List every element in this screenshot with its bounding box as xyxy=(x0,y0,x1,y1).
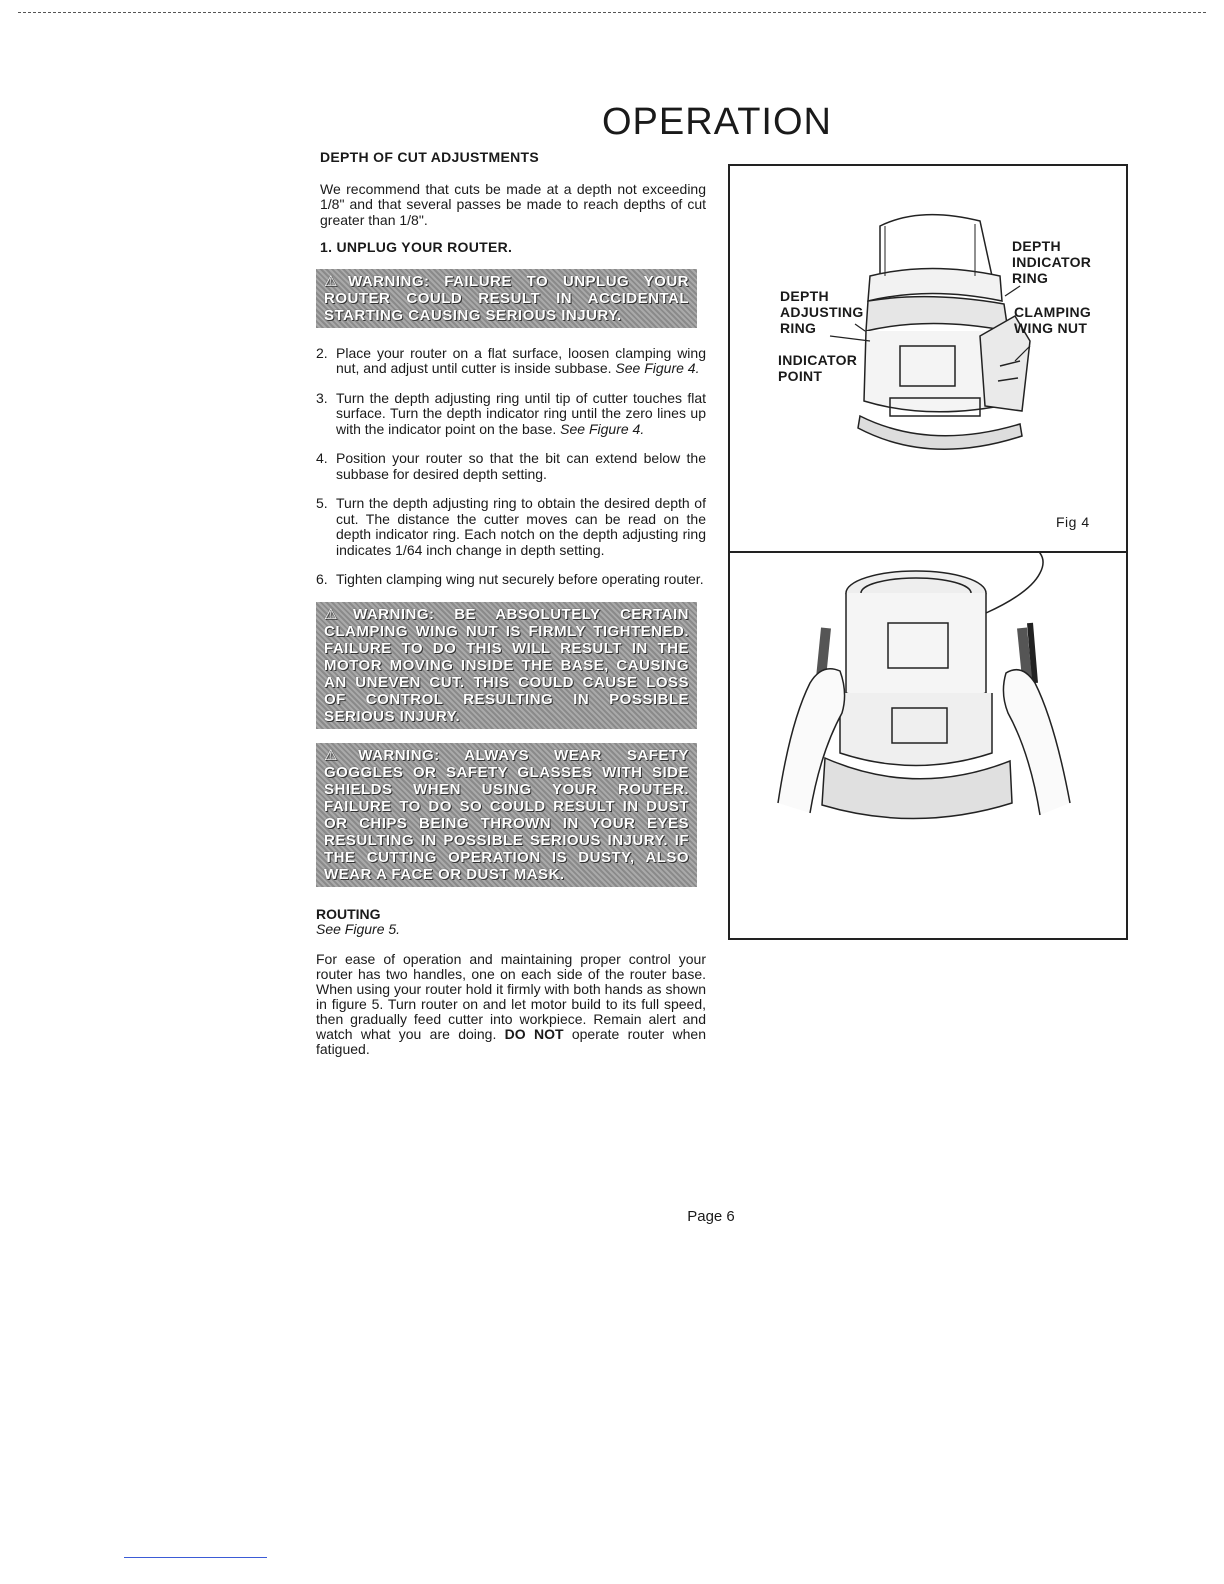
scan-edge-bottom xyxy=(124,1557,267,1558)
page-number: Page 6 xyxy=(687,1208,735,1225)
routing-body-emphasis: DO NOT xyxy=(504,1025,564,1042)
page-title: OPERATION xyxy=(602,101,832,143)
label-depth-indicator-ring: DEPTH INDICATOR RING xyxy=(1012,238,1092,286)
depth-section-heading: DEPTH OF CUT ADJUSTMENTS xyxy=(320,149,540,165)
step-4 xyxy=(316,451,706,482)
figure-4-caption: Fig 4 xyxy=(1056,514,1090,530)
step-text: Position your router so that the bit can extend below the subbase for desired depth setting. xyxy=(336,450,706,482)
step-1-unplug: 1. UNPLUG YOUR ROUTER. xyxy=(320,239,513,255)
step-text xyxy=(336,346,706,377)
step-2 xyxy=(316,346,706,377)
step-3 xyxy=(316,391,706,438)
warning-unplug: ⚠WARNING: FAILURE TO UNPLUG YOUR ROUTER COULD RESULT IN ACCIDENTAL STARTING CAUSING SERIOUS INJURY. xyxy=(316,269,697,328)
step-6 xyxy=(316,572,706,588)
step-number: 6. xyxy=(316,571,328,587)
left-column xyxy=(316,150,706,1057)
figure-frame xyxy=(728,164,1128,940)
step-text: Turn the depth adjusting ring to obtain the desired depth of cut. The distance the cutter moves can be read on the depth indicator ring. Each notch on the depth adjusting ring indicates 1/64 inch change in depth setting. xyxy=(336,495,706,558)
step-number: 4. xyxy=(316,450,328,466)
label-depth-adjusting-ring: DEPTH ADJUSTING RING xyxy=(780,288,864,336)
routing-body-end: operate router when fatigued. xyxy=(316,1025,706,1057)
step-number: 3. xyxy=(316,389,328,406)
step-number: 2. xyxy=(316,344,328,361)
warning-safety-goggles: ⚠WARNING: ALWAYS WEAR SAFETY GOGGLES OR SAFETY GLASSES WITH SIDE SHIELDS WHEN USING YOUR ROUTER. FAILURE TO DO SO COULD RESULT IN DUST OR CHIPS BEING THROWN IN YOUR EYES RESULTING IN POSSIBLE SERIOUS INJURY. IF THE CUTTING OPERATION IS DUSTY, ALSO WEAR A FACE OR DUST MASK. xyxy=(316,743,697,887)
depth-intro: We recommend that cuts be made at a depth not exceeding 1/8" and that several passes be made to reach depths of cut greater than 1/8". xyxy=(320,180,706,228)
step-body: Place your router on a flat surface, loosen clamping wing nut, and adjust until cutter is inside subbase. xyxy=(336,344,706,376)
routing-figure-reference: See Figure 5. xyxy=(316,921,401,937)
figure-reference: See Figure 4. xyxy=(615,360,700,376)
warning-wing-nut: ⚠WARNING: BE ABSOLUTELY CERTAIN CLAMPING WING NUT IS FIRMLY TIGHTENED. FAILURE TO DO THIS WILL RESULT IN THE MOTOR MOVING INSIDE THE BASE, CAUSING AN UNEVEN CUT. THIS COULD CAUSE LOSS OF CONTROL RESULTING IN POSSIBLE SERIOUS INJURY. xyxy=(316,602,697,729)
label-clamping-wing-nut: CLAMPING WING NUT xyxy=(1014,304,1092,336)
step-body: Turn the depth adjusting ring until tip of cutter touches flat surface. Turn the depth indicator ring until the zero lines up with the indicator point on the base. xyxy=(336,389,706,437)
routing-body xyxy=(316,952,706,1057)
scan-edge-top xyxy=(18,12,1206,14)
figure-reference: See Figure 4. xyxy=(560,420,645,437)
step-text xyxy=(336,391,706,438)
routing-body-start: For ease of operation and maintaining proper control your router has two handles, one on each side of the router base. When using your router hold it firmly with both hands as shown in figure 5. Turn router on and let motor build to its full speed, then gradually feed cutter into workpiece. Remain alert and watch what you are doing. xyxy=(316,950,706,1042)
figure-5-router-hands-illustration xyxy=(730,553,1126,938)
step-5 xyxy=(316,496,706,558)
label-indicator-point: INDICATOR POINT xyxy=(778,352,858,384)
step-text: Tighten clamping wing nut securely before operating router. xyxy=(336,571,704,587)
step-number: 5. xyxy=(316,495,328,511)
routing-heading: ROUTING xyxy=(316,905,381,922)
